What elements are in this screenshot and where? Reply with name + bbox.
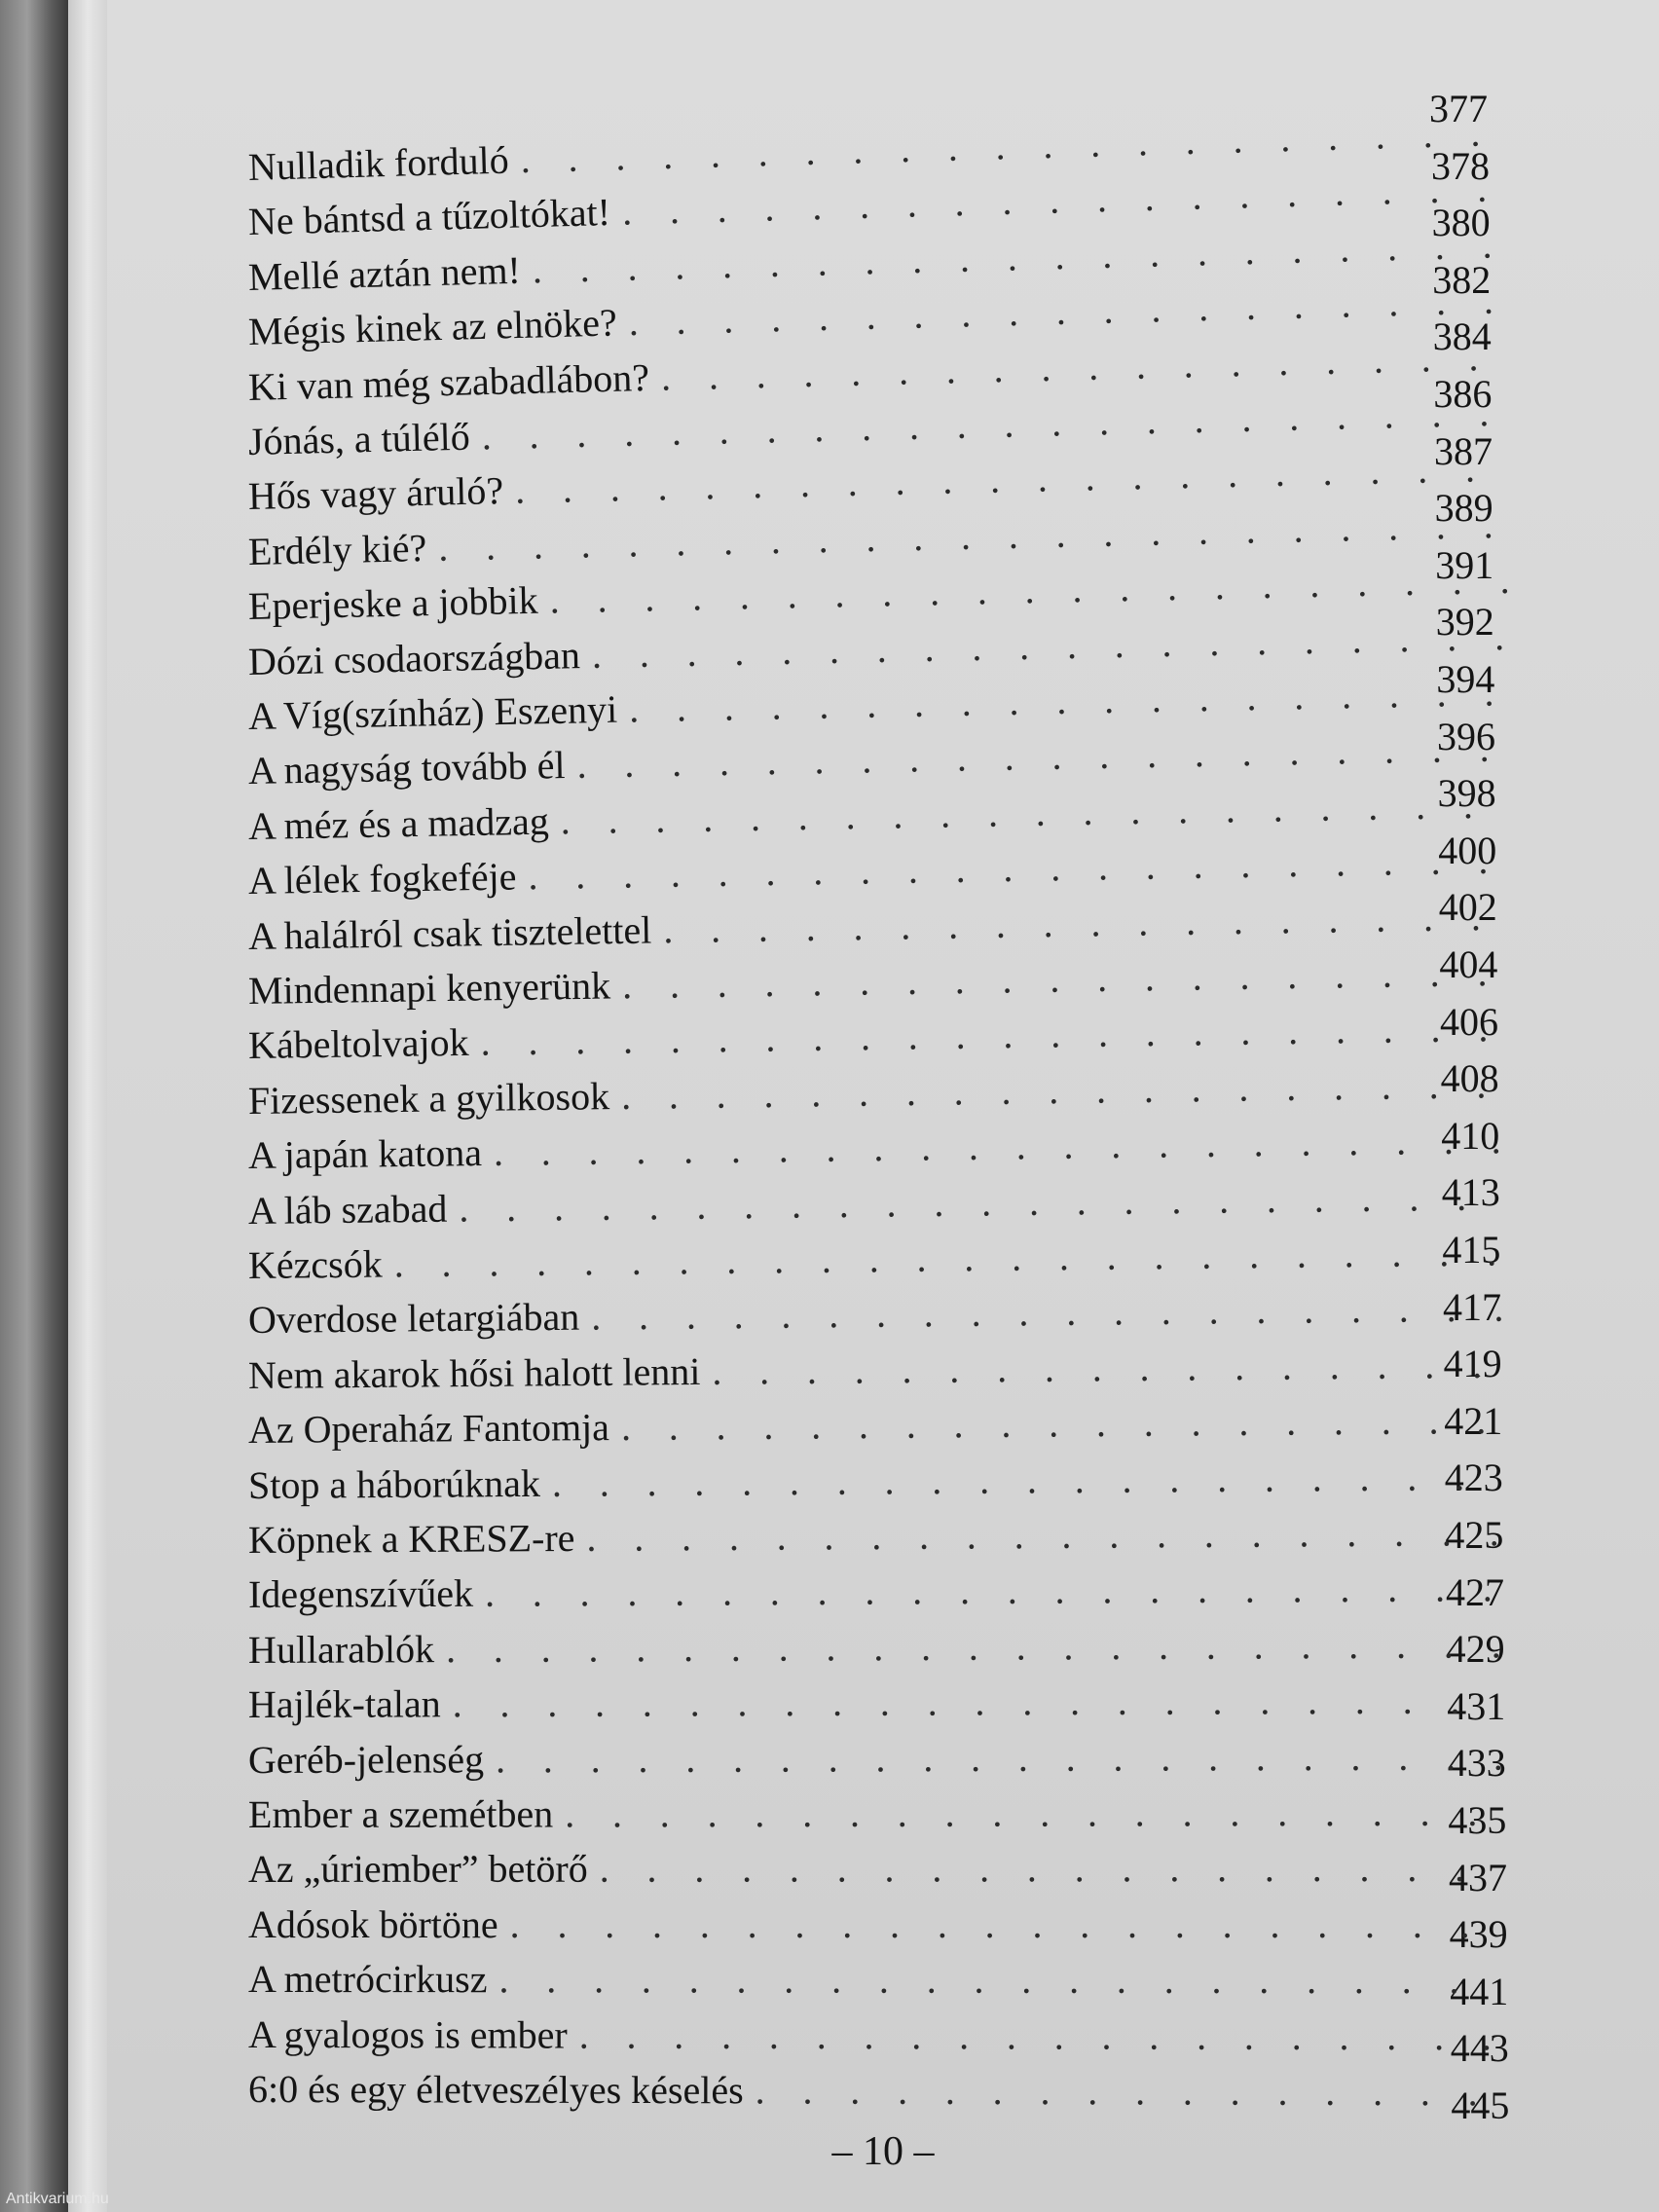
toc-entry-title: 6:0 és egy életveszélyes késelés [247,2067,744,2113]
toc-dot-leader [485,1566,1501,1616]
toc-entry-title: Kézcsók [247,1241,383,1287]
toc-entry-title: Mellé aztán nem! [247,247,522,299]
toc-entry-title: Ember a szemétben [247,1791,554,1836]
toc-page-number: 425 [1445,1513,1504,1557]
toc-entry-title: Erdély kié? [247,525,427,573]
toc-page-number: 423 [1444,1456,1503,1500]
toc-dot-leader [629,669,1510,731]
toc-entry-title: A lélek fogkeféje [247,854,517,903]
toc-dot-leader [591,613,1509,678]
toc-entry [248,1229,1504,1288]
toc-page-number: 421 [1444,1398,1503,1443]
toc-page-number: 398 [1437,771,1496,816]
toc-page-number: 413 [1441,1170,1500,1215]
toc-entry-title: Az Operaház Fantomja [247,1405,610,1453]
toc-page-number: 391 [1435,542,1494,587]
toc-page-number: 419 [1443,1342,1502,1386]
toc-entry [248,1117,1505,1178]
toc-entry [248,2066,1497,2115]
toc-page-number: 380 [1431,201,1491,245]
toc-entry-title: Hullarablók [247,1626,435,1672]
toc-page-number: 394 [1436,657,1495,701]
toc-entry-title: Adósok börtöne [248,1901,498,1946]
toc-entry-title: Jónás, a túlélő [247,414,471,463]
toc-entry-title: Az „úriember” betörő [247,1847,588,1892]
toc-dot-leader [621,1397,1503,1450]
toc-page-number: 415 [1442,1228,1501,1272]
toc-entry [248,2011,1497,2059]
toc-dot-leader [453,1677,1500,1727]
toc-page-number: 408 [1440,1056,1499,1101]
toc-dot-leader [600,1845,1499,1892]
toc-entry-title: Overdose letargiában [247,1295,580,1343]
toc-page-number: 437 [1449,1855,1507,1899]
toc-page-number: 406 [1440,999,1498,1044]
toc-entry-title: Köpnek a KRESZ-re [247,1515,575,1562]
toc-page-number: 400 [1438,828,1497,872]
toc-entry-title: Ki van még szabadlábon? [247,354,650,409]
toc-entry-title: Hős vagy áruló? [247,468,504,519]
toc-dot-leader [621,1061,1506,1119]
toc-page-number: 402 [1438,885,1497,930]
toc-dot-leader [494,1117,1506,1175]
toc-entry-title: A halálról csak tisztelettel [247,907,652,958]
toc-entry-title: Mégis kinek az elnöke? [247,300,618,354]
toc-dot-leader [586,1509,1504,1561]
toc-entry [248,1285,1504,1343]
toc-page-number: 417 [1443,1284,1501,1329]
book-spine [0,0,68,2212]
toc-page-number: 377 [1429,87,1488,130]
toc-entry [248,1845,1499,1892]
toc-page-number: 392 [1435,600,1494,645]
toc-dot-leader [480,1005,1506,1065]
toc-entry-title: A nagyság tovább él [247,743,566,793]
toc-page-number: 441 [1450,1969,1509,2013]
toc-dot-leader [393,1229,1504,1286]
toc-page-number: 445 [1451,2083,1510,2127]
toc-entry [248,1956,1498,2003]
toc-entry-title: Geréb-jelenség [247,1736,485,1782]
toc-dot-leader [576,725,1509,789]
toc-dot-leader [622,949,1507,1008]
toc-dot-leader [549,557,1510,623]
toc-entry [248,1733,1500,1782]
toc-dot-leader [663,893,1507,952]
toc-entry-title: Hajlék-talan [247,1681,441,1727]
toc-page-number: 427 [1446,1569,1504,1614]
page-number: – 10 – [831,2129,935,2174]
toc-entry [248,1677,1500,1727]
watermark: Antikvarium.hu [6,2191,109,2207]
toc-page-number: 429 [1446,1627,1505,1672]
toc-entry-title: A Víg(színház) Eszenyi [247,686,618,738]
book-page [107,0,1659,2212]
toc-entry [248,949,1507,1014]
toc-dot-leader [756,2067,1497,2115]
toc-dot-leader [591,1285,1504,1340]
toc-dot-leader [712,1342,1503,1394]
toc-page-number: 404 [1439,942,1498,986]
toc-page-number: 439 [1449,1912,1508,1957]
toc-entry [248,1789,1499,1837]
toc-entry [248,1173,1505,1234]
toc-entry-title: A japán katona [247,1130,483,1178]
toc-page-number: 435 [1448,1798,1507,1842]
toc-entry-title: Idegenszívűek [247,1571,474,1617]
toc-dot-leader [628,276,1513,345]
toc-entry [248,893,1508,958]
toc-entry-title: Ne bántsd a tűzoltókat! [247,190,611,244]
toc-dot-leader [446,1621,1501,1672]
toc-page-number: 433 [1447,1741,1506,1786]
toc-dot-leader [660,333,1512,399]
toc-dot-leader [515,445,1512,513]
toc-entry [248,1005,1507,1068]
toc-dot-leader [496,1733,1500,1782]
toc-page-number: 396 [1437,714,1495,758]
toc-page-number: 389 [1434,486,1493,531]
toc-entry-title: A láb szabad [247,1186,448,1233]
toc-dot-leader [459,1173,1505,1231]
toc-entry-title: Mindennapi kenyerünk [247,963,611,1013]
page-edge [68,0,107,2212]
toc-entry-title: A gyalogos is ember [247,2011,568,2057]
toc-entry-title: Fizessenek a gyilkosok [247,1073,610,1123]
toc-entry [248,1509,1502,1563]
toc-entry [248,1454,1502,1508]
toc-page-number: 443 [1450,2026,1509,2071]
toc-dot-leader [498,1956,1497,2003]
toc-entry [248,1901,1498,1947]
toc-entry [248,837,1508,903]
toc-entry [248,781,1509,849]
toc-page-number: 386 [1433,372,1493,416]
toc-page-number: 384 [1432,314,1492,359]
toc-page-number: 387 [1434,428,1493,473]
toc-page-number: 431 [1447,1683,1506,1728]
toc-entry [248,1397,1503,1453]
toc-dot-leader [552,1454,1502,1506]
toc-page-number: 382 [1432,257,1492,302]
toc-entry-title: Nem akarok hősi halott lenni [247,1348,701,1397]
toc-entry-title: A méz és a madzag [247,798,550,848]
toc-entry-title: A metrócirkusz [247,1957,488,2002]
toc-dot-leader [565,1789,1499,1837]
toc-page-number: 410 [1441,1113,1500,1158]
toc-entry [248,1621,1501,1673]
toc-dot-leader [510,1901,1498,1947]
toc-page-number: 378 [1431,143,1490,188]
toc-entry-title: Nulladik forduló [247,137,510,189]
toc-dot-leader [579,2011,1497,2059]
toc-entry [248,1061,1506,1124]
toc-dot-leader [560,781,1508,843]
toc-entry-title: Stop a háborúknak [247,1460,541,1507]
toc-entry [248,1566,1501,1618]
toc-entry [248,1342,1503,1398]
toc-dot-leader [528,837,1508,900]
toc-entry-title: Dózi csodaországban [247,632,581,683]
toc-entry-title: Eperjeske a jobbik [247,577,539,629]
toc-entry-title: Kábeltolvajok [247,1020,469,1068]
